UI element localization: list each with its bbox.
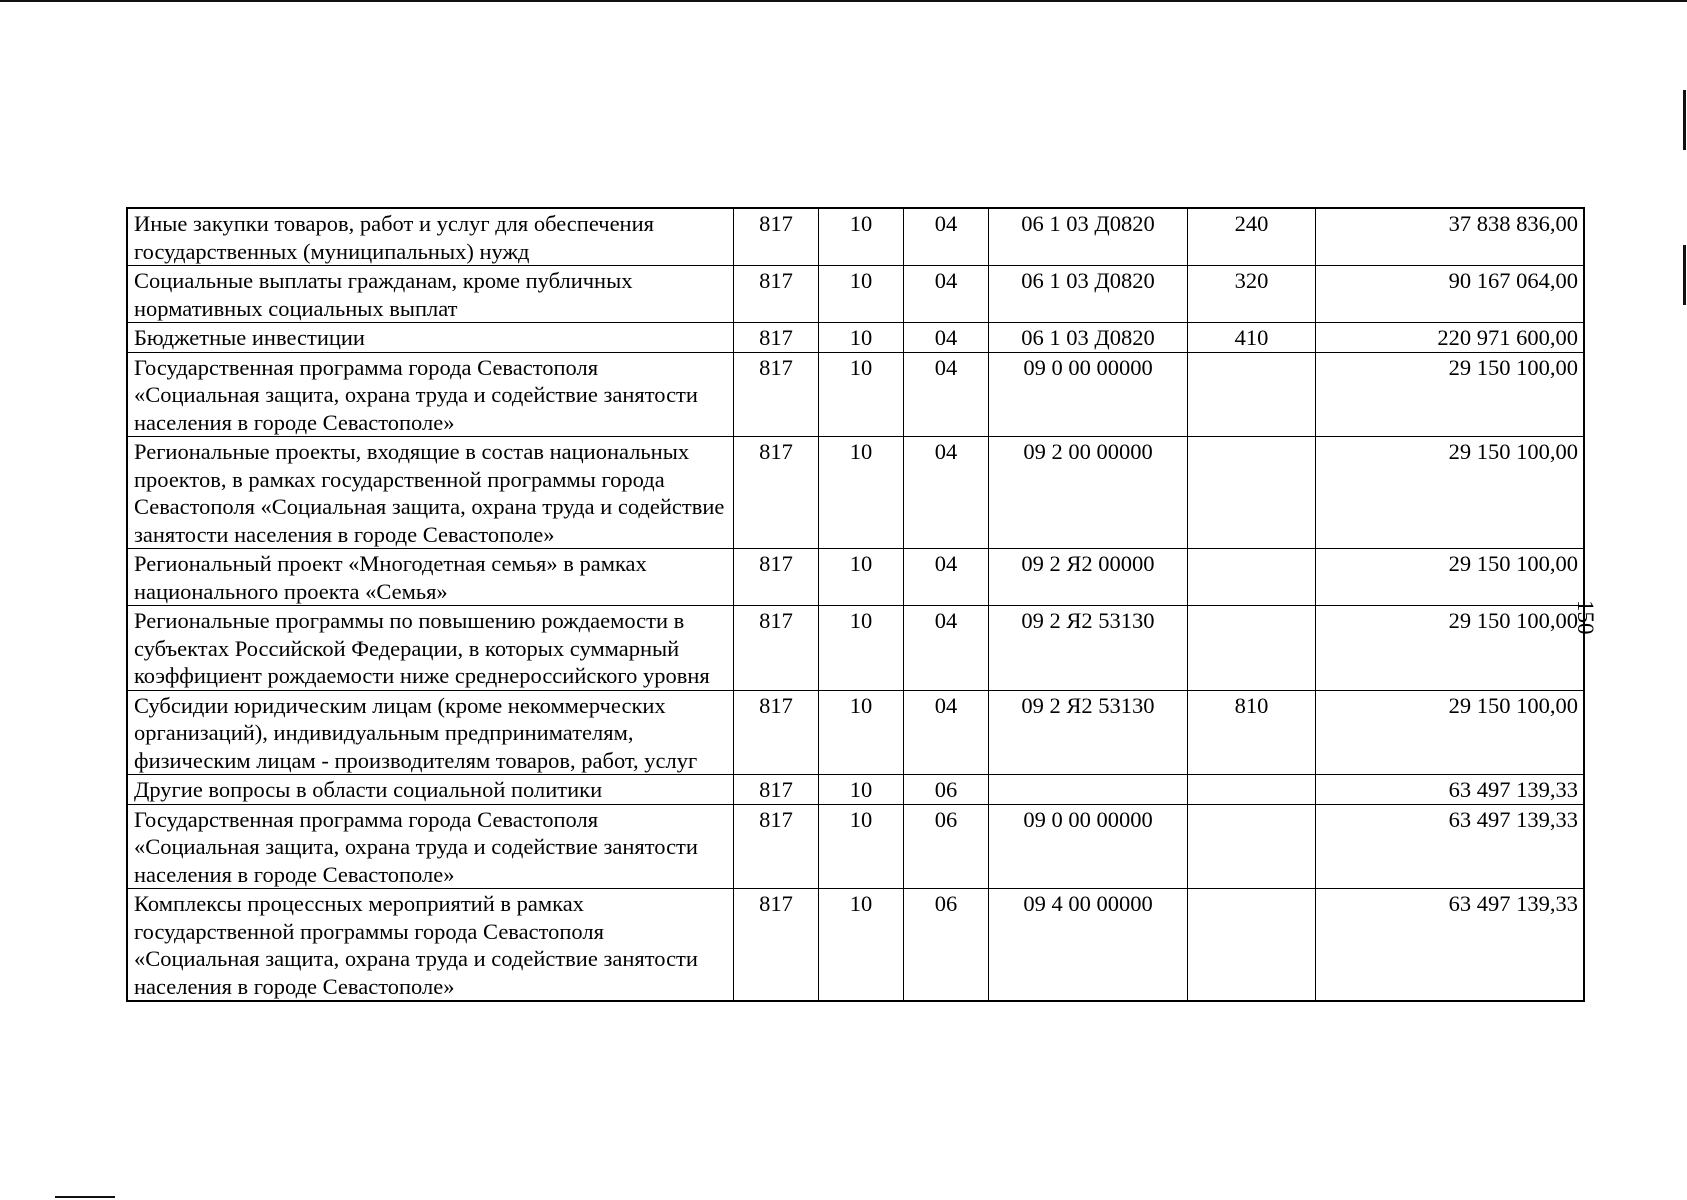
row-target-article	[988, 775, 1187, 805]
table-row	[127, 549, 1584, 606]
row-expense-type	[1187, 437, 1315, 549]
table-row	[127, 266, 1584, 323]
row-amount: 63 497 139,33	[1315, 775, 1584, 805]
table-row	[127, 606, 1584, 691]
row-ved-code: 817	[733, 352, 818, 437]
budget-table	[126, 207, 1585, 1002]
table-row	[127, 775, 1584, 805]
row-target-article: 09 2 00 00000	[988, 437, 1187, 549]
row-amount: 29 150 100,00	[1315, 437, 1584, 549]
row-subsection-code: 04	[903, 606, 988, 691]
row-section-code: 10	[818, 266, 903, 323]
row-section-code: 10	[818, 352, 903, 437]
row-amount: 37 838 836,00	[1315, 208, 1584, 266]
row-expense-type: 320	[1187, 266, 1315, 323]
row-amount: 63 497 139,33	[1315, 804, 1584, 889]
row-ved-code: 817	[733, 804, 818, 889]
row-ved-code: 817	[733, 549, 818, 606]
table-row	[127, 437, 1584, 549]
row-section-code: 10	[818, 889, 903, 1002]
row-target-article: 09 2 Я2 53130	[988, 606, 1187, 691]
row-section-code: 10	[818, 804, 903, 889]
row-name: Бюджетные инвестиции	[127, 323, 733, 353]
row-section-code: 10	[818, 606, 903, 691]
row-expense-type: 410	[1187, 323, 1315, 353]
row-name: Комплексы процессных мероприятий в рамках государственной программы города Севастополя «Социальная защита, охрана труда и содействие занятости населения в городе Севастополе»	[127, 889, 733, 1002]
table-row	[127, 690, 1584, 775]
row-subsection-code: 04	[903, 208, 988, 266]
row-amount: 63 497 139,33	[1315, 889, 1584, 1002]
row-section-code: 10	[818, 208, 903, 266]
row-section-code: 10	[818, 437, 903, 549]
scan-edge-top	[0, 0, 1687, 2]
row-target-article: 06 1 03 Д0820	[988, 208, 1187, 266]
row-target-article: 09 0 00 00000	[988, 804, 1187, 889]
row-expense-type	[1187, 606, 1315, 691]
row-amount: 29 150 100,00	[1315, 690, 1584, 775]
row-ved-code: 817	[733, 690, 818, 775]
row-subsection-code: 04	[903, 690, 988, 775]
row-expense-type	[1187, 352, 1315, 437]
row-target-article: 06 1 03 Д0820	[988, 266, 1187, 323]
table-row	[127, 804, 1584, 889]
scan-edge-bottom	[55, 1196, 115, 1198]
scan-edge-right-2	[1683, 245, 1686, 305]
row-target-article: 09 2 Я2 53130	[988, 690, 1187, 775]
row-name: Государственная программа города Севастополя «Социальная защита, охрана труда и содействие занятости населения в городе Севастополе»	[127, 804, 733, 889]
row-name: Другие вопросы в области социальной политики	[127, 775, 733, 805]
row-subsection-code: 06	[903, 775, 988, 805]
row-expense-type: 810	[1187, 690, 1315, 775]
row-ved-code: 817	[733, 323, 818, 353]
row-target-article: 09 0 00 00000	[988, 352, 1187, 437]
row-name: Иные закупки товаров, работ и услуг для обеспечения государственных (муниципальных) нужд	[127, 208, 733, 266]
row-name: Социальные выплаты гражданам, кроме публичных нормативных социальных выплат	[127, 266, 733, 323]
row-expense-type	[1187, 775, 1315, 805]
row-name: Субсидии юридическим лицам (кроме некоммерческих организаций), индивидуальным предпринимателям, физическим лицам - производителям товаров, работ, услуг	[127, 690, 733, 775]
row-name: Региональные программы по повышению рождаемости в субъектах Российской Федерации, в которых суммарный коэффициент рождаемости ниже среднероссийского уровня	[127, 606, 733, 691]
row-name: Региональные проекты, входящие в состав национальных проектов, в рамках государственной программы города Севастополя «Социальная защита, охрана труда и содействие занятости населения в городе Севастополе»	[127, 437, 733, 549]
row-section-code: 10	[818, 775, 903, 805]
row-subsection-code: 04	[903, 323, 988, 353]
row-subsection-code: 04	[903, 266, 988, 323]
page-number: 150	[1573, 600, 1598, 635]
table-row	[127, 208, 1584, 266]
row-subsection-code: 06	[903, 889, 988, 1002]
row-expense-type	[1187, 549, 1315, 606]
row-subsection-code: 04	[903, 437, 988, 549]
budget-table-body	[127, 208, 1584, 1001]
row-name: Региональный проект «Многодетная семья» в рамках национального проекта «Семья»	[127, 549, 733, 606]
row-expense-type: 240	[1187, 208, 1315, 266]
table-row	[127, 352, 1584, 437]
row-target-article: 06 1 03 Д0820	[988, 323, 1187, 353]
row-ved-code: 817	[733, 775, 818, 805]
row-amount: 220 971 600,00	[1315, 323, 1584, 353]
row-expense-type	[1187, 804, 1315, 889]
row-amount: 29 150 100,00	[1315, 352, 1584, 437]
row-ved-code: 817	[733, 606, 818, 691]
row-name: Государственная программа города Севастополя «Социальная защита, охрана труда и содействие занятости населения в городе Севастополе»	[127, 352, 733, 437]
row-amount: 90 167 064,00	[1315, 266, 1584, 323]
table-row	[127, 323, 1584, 353]
row-target-article: 09 2 Я2 00000	[988, 549, 1187, 606]
scan-edge-right	[1683, 90, 1686, 150]
row-target-article: 09 4 00 00000	[988, 889, 1187, 1002]
row-ved-code: 817	[733, 266, 818, 323]
row-section-code: 10	[818, 549, 903, 606]
row-subsection-code: 04	[903, 549, 988, 606]
row-ved-code: 817	[733, 437, 818, 549]
table-row	[127, 889, 1584, 1002]
row-section-code: 10	[818, 690, 903, 775]
row-subsection-code: 06	[903, 804, 988, 889]
row-subsection-code: 04	[903, 352, 988, 437]
row-section-code: 10	[818, 323, 903, 353]
row-amount: 29 150 100,00	[1315, 549, 1584, 606]
row-ved-code: 817	[733, 889, 818, 1002]
row-amount: 29 150 100,00	[1315, 606, 1584, 691]
row-expense-type	[1187, 889, 1315, 1002]
row-ved-code: 817	[733, 208, 818, 266]
